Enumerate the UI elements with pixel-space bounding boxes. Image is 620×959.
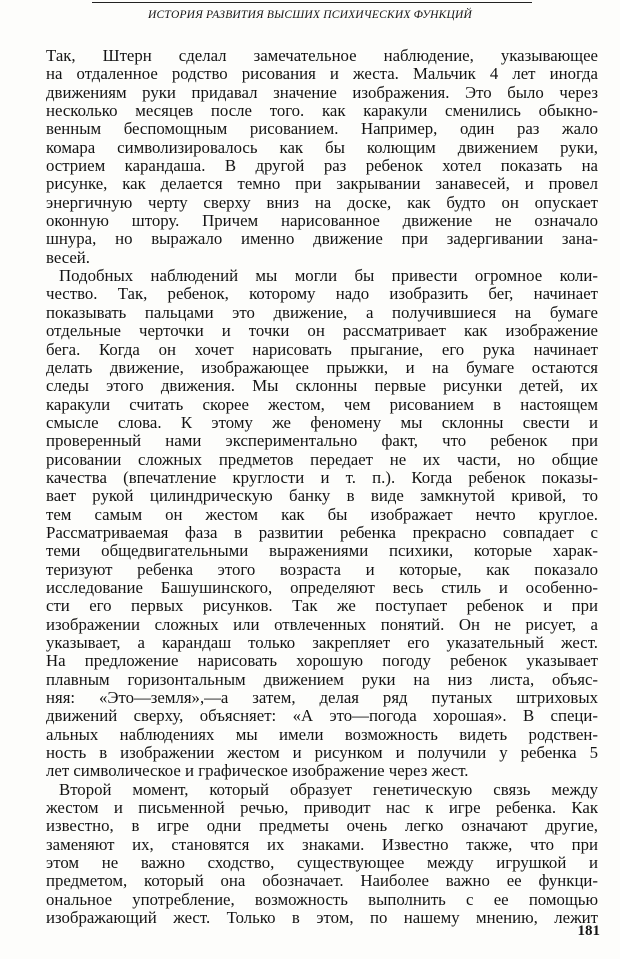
paragraph-1 xyxy=(46,47,598,267)
text-line: каракули считать скорее жестом, чем рисованием в настоящем xyxy=(46,395,598,414)
text-line: альных наблюдениях мы имели возможность видеть родствен- xyxy=(46,725,598,744)
page-header xyxy=(0,0,620,44)
text-line: чество. Так, ребенок, которому надо изобразить бег, начинает xyxy=(46,285,598,304)
text-line: Второй момент, который образует генетическую связь между xyxy=(59,780,598,799)
text-line: заменяют их, становятся их знаками. Известно также, что при xyxy=(46,835,598,854)
text-line: указывает, а карандаш только закрепляет его указательный жест. xyxy=(46,634,598,652)
text-line: ность в изображении жестом и рисунком и получили у ребенка 5 xyxy=(46,744,598,763)
body-text xyxy=(46,47,598,928)
text-line: предметом, который она обозначает. Наиболее важно ее функци- xyxy=(46,872,598,891)
text-line: отдельные черточки и точки он рассматривает как изображение xyxy=(46,322,598,341)
text-line: делать движение, изображающее прыжки, и на бумаге остаются xyxy=(46,358,598,377)
text-line: Рассматриваемая фаза в развитии ребенка прекрасно совпадает с xyxy=(46,523,598,542)
text-line: исследование Башушинского, определяют весь стиль и особенно- xyxy=(46,578,598,597)
text-line: рисовании сложных предметов передает не их части, но общие xyxy=(46,450,598,469)
text-line: плавным горизонтальным движением руки на низ листа, объяс- xyxy=(46,670,598,689)
text-line: Подобных наблюдений мы могли бы привести огромное коли- xyxy=(59,267,598,286)
text-line: движениям руки придавал значение изображения. Это было через xyxy=(46,83,598,102)
page-number: 181 xyxy=(577,923,600,939)
text-line: жестом и письменной речью, приводит нас к игре ребенка. Как xyxy=(46,799,598,818)
text-line: теризуют ребенка этого возраста и которые, как показало xyxy=(46,560,598,579)
text-line: На предложение нарисовать хорошую погоду ребенок указывает xyxy=(46,652,598,671)
text-line: тем самым он жестом как бы изображает нечто круглое. xyxy=(46,505,598,524)
text-line: комара символизировалось как бы колющим движением руки, xyxy=(46,138,598,157)
text-line: этом не важно сходство, существующее между игрушкой и xyxy=(46,854,598,873)
text-line: весей. xyxy=(46,248,90,267)
text-line: теми общедвигательными выражениями психики, которые харак- xyxy=(46,542,598,561)
text-line: вает рукой цилиндрическую банку в виде замкнутой кривой, то xyxy=(46,487,598,506)
text-line: известно, в игре одни предметы очень легко означают другие, xyxy=(46,817,598,836)
text-line: венным беспомощным рисованием. Например, один раз жало xyxy=(46,120,598,139)
running-head: ИСТОРИЯ РАЗВИТИЯ ВЫСШИХ ПСИХИЧЕСКИХ ФУНКЦИЙ xyxy=(147,9,473,21)
text-line: качества (впечатление круглости и т. п.). Когда ребенок показы- xyxy=(46,468,598,487)
text-line: несколько месяцев после того. как каракули сменились обыкно- xyxy=(46,102,598,121)
text-line: изображающий жест. Только в этом, по нашему мнению, лежит xyxy=(46,909,598,928)
text-line: ональное употребление, возможность выполнить с ее помощью xyxy=(46,890,598,909)
text-line: следы этого движения. Мы склонны первые рисунки детей, их xyxy=(46,377,598,396)
text-line: лет символическое и графическое изображение через жест. xyxy=(46,762,469,781)
text-line: смысле слова. К этому же феномену мы склонны свести и xyxy=(46,413,598,432)
text-line: показывать пальцами это движение, а получившиеся на бумаге xyxy=(46,303,598,322)
text-line: энергичную черту сверху вниз на доске, как будто он опускает xyxy=(46,193,598,212)
text-line: оконную штору. Причем нарисованное движение не означало xyxy=(46,212,598,231)
paragraph-2 xyxy=(46,267,598,781)
text-line: бега. Когда он хочет нарисовать прыгание, его рука начинает xyxy=(46,340,598,359)
text-line: движений сверху, объясняет: «А это—погода хорошая». В специ- xyxy=(46,707,598,726)
text-line: Так, Штерн сделал замечательное наблюдение, указывающее xyxy=(46,47,598,65)
text-line: изображении сложных или отвлеченных понятий. Он не рисует, а xyxy=(46,615,598,634)
text-line: сти его первых рисунков. Так же поступает ребенок и при xyxy=(46,597,598,616)
text-line: на отдаленное родство рисования и жеста. Мальчик 4 лет иногда xyxy=(46,65,598,84)
paragraph-3 xyxy=(46,781,598,928)
text-line: острием карандаша. В другой раз ребенок хотел показать на xyxy=(46,157,598,176)
header-rule xyxy=(92,2,532,3)
text-line: няя: «Это—земля»,—а затем, делая ряд путаных штриховых xyxy=(46,689,598,708)
text-line: шнура, но выражало именно движение при задергивании зана- xyxy=(46,230,598,249)
text-line: рисунке, как делается темно при закрывании занавесей, и провел xyxy=(46,175,598,194)
text-line: проверенный нами экспериментально факт, что ребенок при xyxy=(46,432,598,451)
